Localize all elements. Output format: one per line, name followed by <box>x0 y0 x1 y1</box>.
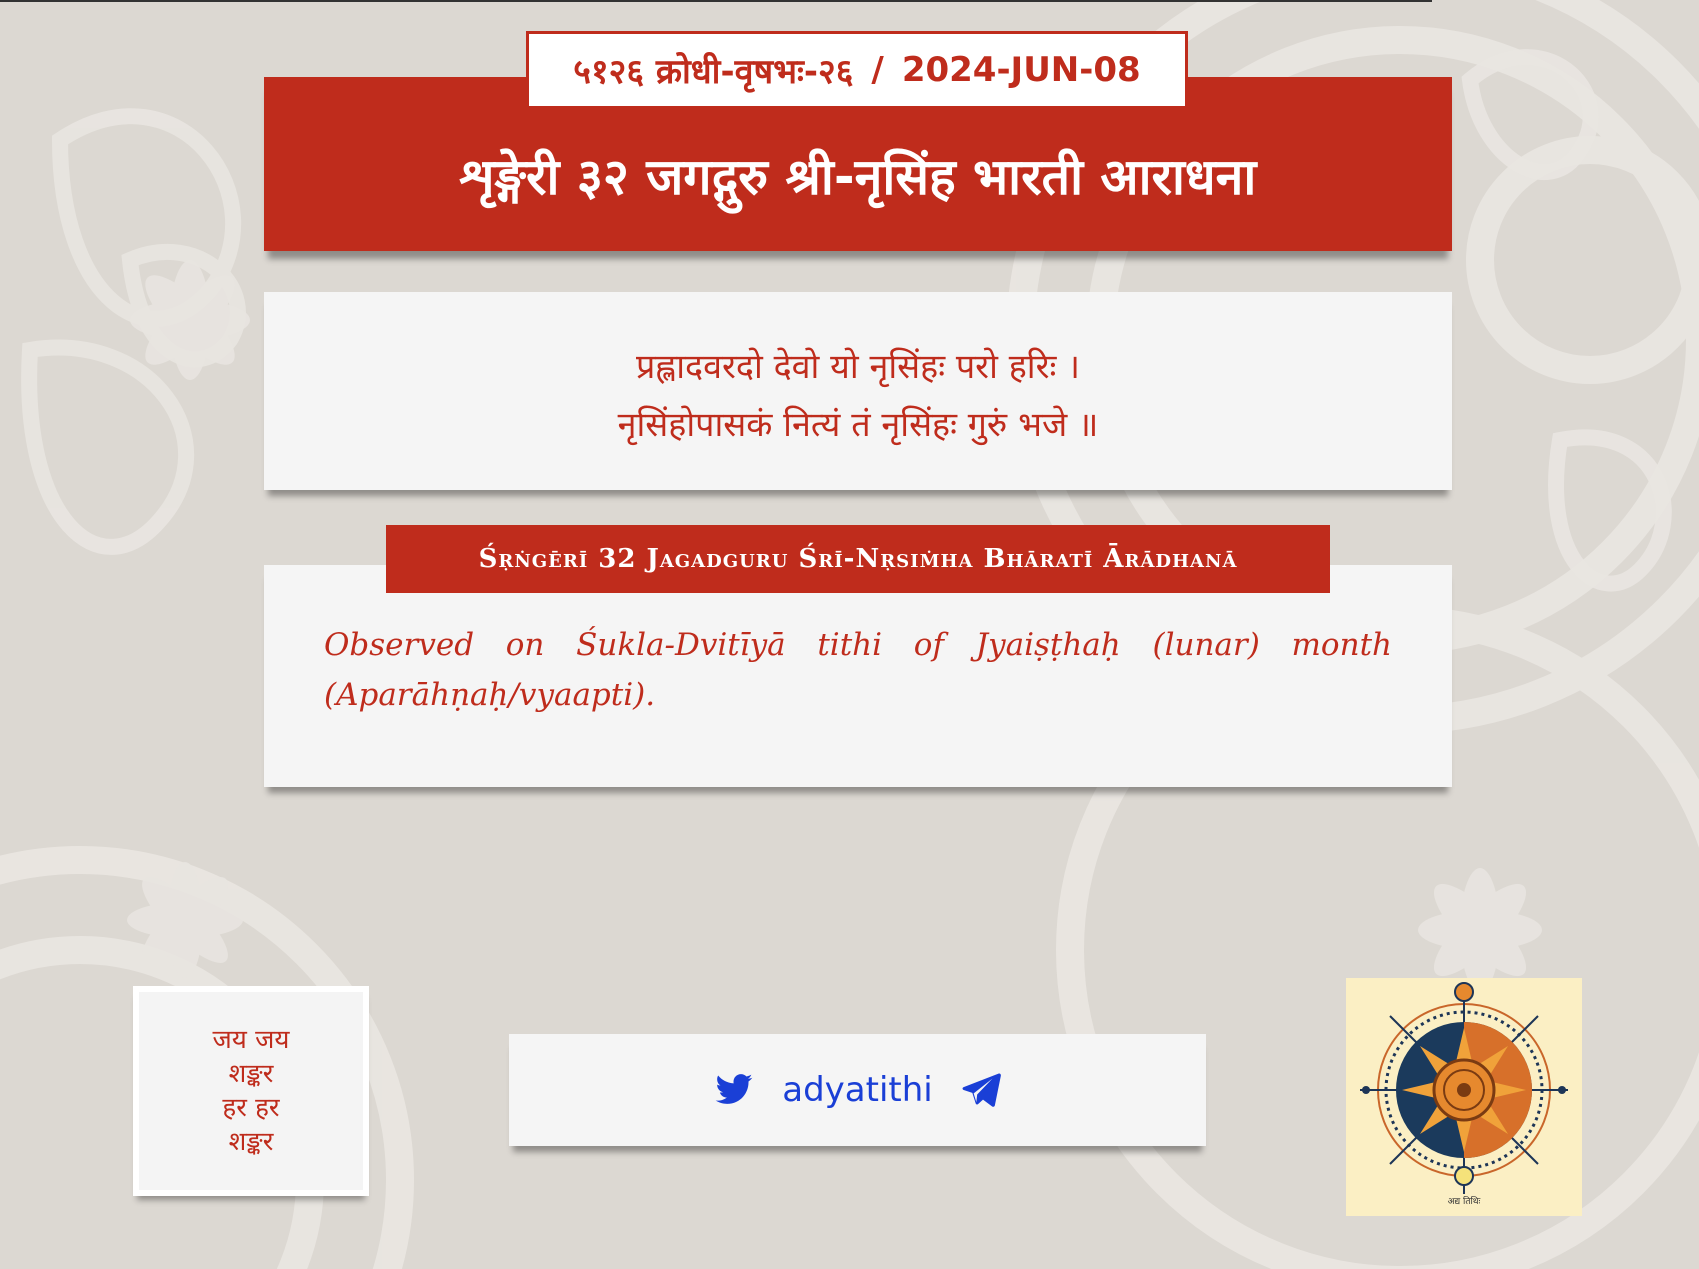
observance-text: Observed on Śukla-Dvitīyā tithi of Jyaiṣṭhaḥ (lunar) month (Aparāhṇaḥ/vyaapti). <box>324 627 1392 713</box>
page-title: शृङ्गेरी ३२ जगद्गुरु श्री-नृसिंह भारती आराधना <box>459 148 1257 206</box>
date-gregorian: 2024-JUN-08 <box>901 50 1141 90</box>
date-separator: / <box>871 50 884 90</box>
shloka-card <box>264 292 1452 490</box>
jaya-line: जय जय <box>212 1025 290 1055</box>
shloka-line-2: नृसिंहोपासकं नित्यं तं नृसिंहः गुरुं भजे ॥ <box>617 405 1099 445</box>
details-card <box>264 565 1452 787</box>
details-heading: Śṛṅgērī 32 Jagadguru Śrī-Nṛsiṁha Bhāratī Ārādhanā <box>386 525 1330 593</box>
logo-caption: अद्य तिथिः <box>1447 1197 1481 1207</box>
adyatithi-logo <box>1346 978 1582 1216</box>
top-border-line <box>0 0 1432 2</box>
social-handle[interactable]: adyatithi <box>782 1070 933 1110</box>
shloka-line-1: प्रह्लादवरदो देवो यो नृसिंहः परो हरिः । <box>635 347 1081 387</box>
social-card <box>509 1034 1206 1146</box>
date-devanagari: ५१२६ क्रोधी-वृषभः-२६ <box>573 52 854 92</box>
sun-compass-emblem <box>1346 978 1582 1216</box>
jaya-shankara-box <box>133 986 369 1196</box>
jaya-line: हर हर <box>222 1093 280 1123</box>
telegram-icon[interactable] <box>961 1070 1001 1110</box>
date-tag <box>526 31 1188 109</box>
jaya-line: शङ्कर <box>228 1127 274 1157</box>
jaya-line: शङ्कर <box>228 1059 274 1089</box>
twitter-icon[interactable] <box>714 1070 754 1110</box>
